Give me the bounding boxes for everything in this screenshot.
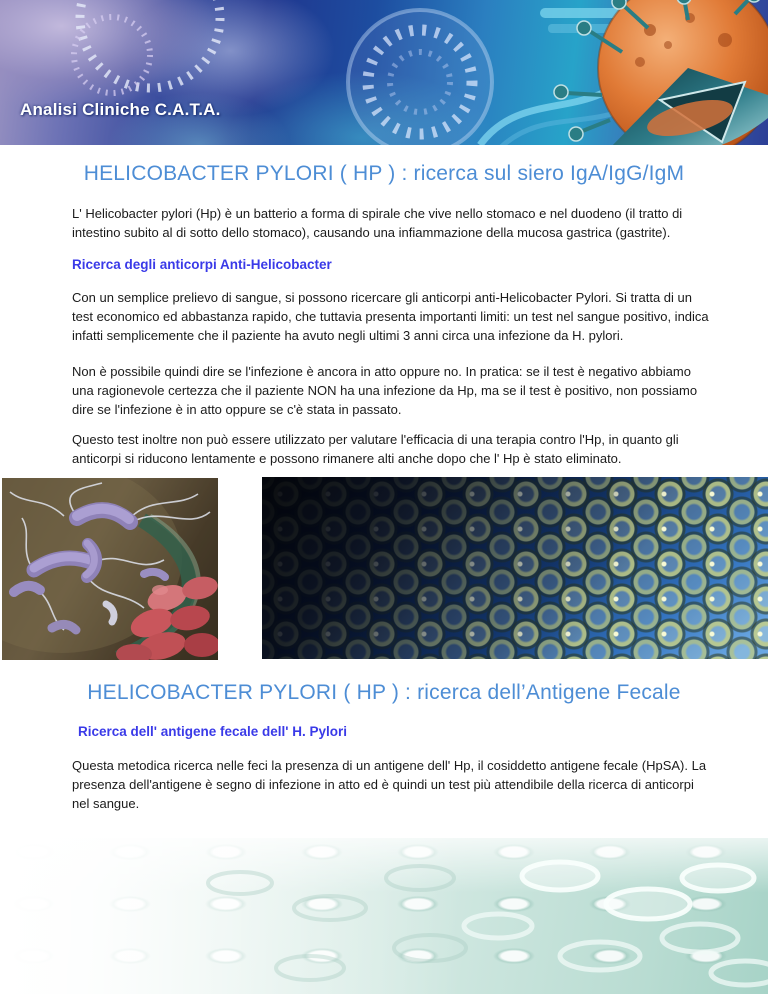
section1-paragraph: Questo test inoltre non può essere utilizzato per valutare l'efficacia di una terapia contro l'Hp, in quanto gli anticorpi si riducono lentamente e possono rimanere alti anche dopo che l' Hp è stato eliminato.	[72, 432, 679, 466]
section1-paragraph: Non è possibile quindi dire se l'infezione è ancora in atto oppure no. In pratica: se il test è negativo abbiamo una ragionevole certezza che il paziente NON ha una infezione da Hp, ma se il test è positivo, non possiamo dire se l'infezione è in atto oppure se c'è stata in passato.	[72, 364, 698, 417]
test-tubes-faded-image	[0, 838, 768, 994]
section2-title: HELICOBACTER PYLORI ( HP ) : ricerca dell’Antigene Fecale	[87, 681, 681, 704]
banner-artwork	[0, 0, 768, 145]
section1-title: HELICOBACTER PYLORI ( HP ) : ricerca sul siero IgA/IgG/IgM	[83, 162, 685, 185]
lab-brand-title: Analisi Cliniche C.A.T.A.	[20, 100, 221, 119]
bacteria-artwork	[2, 478, 218, 660]
section1-intro-paragraph: L' Helicobacter pylori (Hp) è un batterio a forma di spirale che vive nello stomaco e nel duodeno (il tratto di intestino subito al di sotto dello stomaco), causando una infiammazione della mucosa gastrica (gastrite).	[72, 206, 683, 240]
header-banner-image	[0, 0, 768, 145]
test-tubes-artwork	[0, 838, 768, 994]
anticorpi-link[interactable]: Ricerca degli anticorpi Anti-Helicobacter	[72, 257, 332, 272]
lab-vials-image	[262, 477, 768, 659]
section2-paragraph: Questa metodica ricerca nelle feci la presenza di un antigene dell' Hp, il cosiddetto antigene fecale (HpSA). La presenza dell'antigene è segno di infezione in atto ed è quindi un test più attendibile della ricerca di anticorpi nel sangue.	[72, 758, 707, 811]
helicobacter-bacteria-image	[2, 478, 218, 660]
antigene-fecale-link[interactable]: Ricerca dell' antigene fecale dell' H. Pylori	[78, 724, 348, 739]
section1-paragraph: Con un semplice prelievo di sangue, si possono ricercare gli anticorpi anti-Helicobacter Pylori. Si tratta di un test economico ed abbastanza rapido, che tuttavia presenta importanti limiti: un test nel sangue positivo, indica infatti semplicemente che il paziente ha avuto negli ultimi 3 anni circa una infezione da H. pylori.	[72, 290, 709, 343]
